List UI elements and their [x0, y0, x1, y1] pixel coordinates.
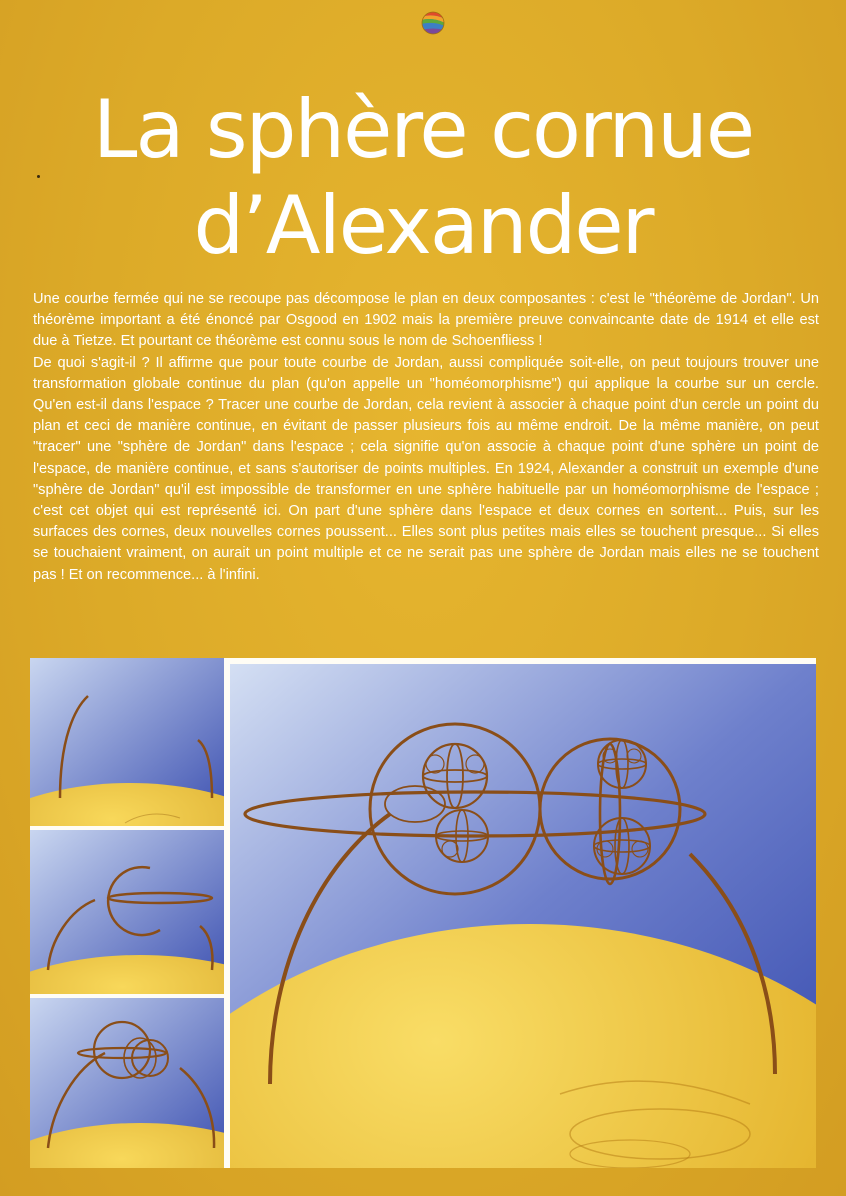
- figure-main: [230, 664, 816, 1168]
- figure-stage-2: [30, 830, 224, 994]
- page-title: [0, 82, 846, 274]
- horn-stage-2-icon: [30, 830, 224, 994]
- figure-stage-3: [30, 998, 224, 1168]
- horn-stage-3-icon: [30, 998, 224, 1168]
- figure-frame: [30, 658, 816, 1168]
- horned-sphere-icon: [230, 664, 816, 1168]
- figure-stage-1: [30, 658, 224, 826]
- article-body: [33, 289, 819, 586]
- colored-sphere-icon: [421, 11, 445, 35]
- paragraph-2: De quoi s'agit-il ? Il affirme que pour toute courbe de Jordan, aussi compliquée soit-elle, on peut toujours trouver une transformation globale continue du plan (qu'on appelle un "homéomorphisme") qui applique la courbe sur un cercle. Qu'en est-il dans l'espace ? Tracer une courbe de Jordan, cela revient à associer à chaque point d'un cercle un point du plan et ceci de manière continue, en évitant de passer plusieurs fois au même endroit. De la même manière, on peut "tracer" une "sphère de Jordan" dans l'espace ; cela signifie qu'on associe à chaque point d'une sphère un point de l'espace, de manière continue, et sans s'autoriser de points multiples. En 1924, Alexander a construit un exemple d'une "sphère de Jordan" qu'il est impossible de transformer en une sphère habituelle par un homéomorphisme de l'espace ; c'est cet objet qui est représenté ici. On part d'une sphère dans l'espace et deux cornes en sortent... Puis, sur les surfaces des cornes, deux nouvelles cornes poussent... Elles sont plus petites mais elles se touchent presque... Si elles se touchaient vraiment, on aurait un point multiple et ce ne serait pas une sphère de Jordan mais elles ne se touchent pas ! Et on recommence... à l'infini.: [33, 354, 819, 583]
- horn-stage-1-icon: [30, 658, 224, 826]
- title-line-2: d’Alexander: [193, 179, 653, 272]
- title-line-1: La sphère cornue: [92, 83, 754, 176]
- paragraph-1: Une courbe fermée qui ne se recoupe pas décompose le plan en deux composantes : c'est le "théorème de Jordan". Un théorème important a été énoncé par Osgood en 1902 mais la première preuve convaincante date de 1914 et elle est due à Tietze. Et pourtant ce théorème est connu sous le nom de Schoenfliess !: [33, 291, 819, 350]
